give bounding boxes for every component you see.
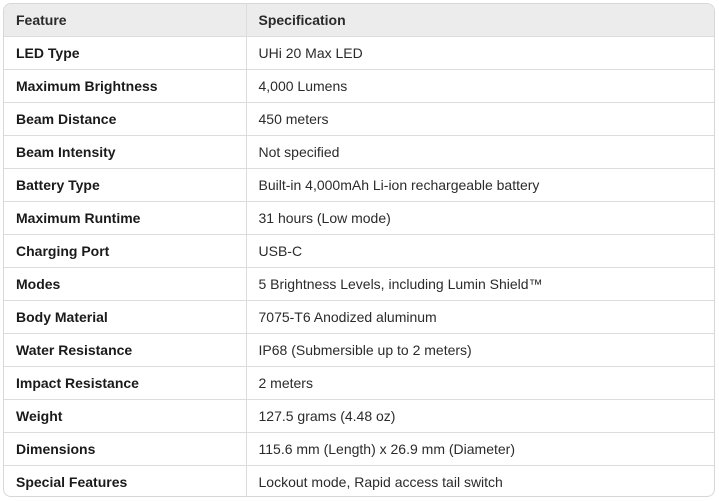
- feature-cell: Special Features: [16, 474, 128, 490]
- feature-cell: Charging Port: [4, 235, 246, 268]
- table-row: [4, 400, 714, 433]
- feature-cell: Weight: [4, 400, 246, 433]
- table-row: [4, 466, 714, 498]
- feature-cell: LED Type: [4, 37, 246, 70]
- table-row: [4, 202, 714, 235]
- table-row: [4, 268, 714, 301]
- table-row: [4, 334, 714, 367]
- feature-cell: Maximum Runtime: [4, 202, 246, 235]
- spec-cell: IP68 (Submersible up to 2 meters): [246, 334, 714, 367]
- feature-cell: Beam Distance: [4, 103, 246, 136]
- table-body: [4, 37, 714, 498]
- feature-cell: Maximum Brightness: [4, 70, 246, 103]
- header-row: [4, 4, 714, 37]
- feature-cell: Impact Resistance: [4, 367, 246, 400]
- spec-cell: Built-in 4,000mAh Li-ion rechargeable battery: [246, 169, 714, 202]
- spec-cell: 4,000 Lumens: [246, 70, 714, 103]
- spec-cell: 115.6 mm (Length) x 26.9 mm (Diameter): [246, 433, 714, 466]
- spec-cell: Not specified: [246, 136, 714, 169]
- feature-cell: Body Material: [4, 301, 246, 334]
- table-row: [4, 103, 714, 136]
- feature-cell: Modes: [4, 268, 246, 301]
- spec-cell: 7075-T6 Anodized aluminum: [246, 301, 714, 334]
- spec-cell: 2 meters: [246, 367, 714, 400]
- feature-cell: Battery Type: [4, 169, 246, 202]
- column-header-specification: Specification: [246, 4, 714, 37]
- feature-cell: Dimensions: [4, 433, 246, 466]
- spec-cell: 5 Brightness Levels, including Lumin Shield™: [246, 268, 714, 301]
- spec-cell: 450 meters: [246, 103, 714, 136]
- spec-table: [4, 4, 714, 497]
- spec-table-container: [3, 3, 715, 497]
- table-row: [4, 136, 714, 169]
- spec-cell: Lockout mode, Rapid access tail switch: [246, 466, 714, 498]
- column-header-feature: Feature: [4, 4, 246, 37]
- spec-cell: UHi 20 Max LED: [246, 37, 714, 70]
- table-row: [4, 70, 714, 103]
- feature-cell: Beam Intensity: [4, 136, 246, 169]
- table-row: [4, 433, 714, 466]
- table-row: [4, 235, 714, 268]
- spec-cell: USB-C: [246, 235, 714, 268]
- table-row: [4, 169, 714, 202]
- feature-cell: Water Resistance: [4, 334, 246, 367]
- table-row: [4, 37, 714, 70]
- table-row: [4, 367, 714, 400]
- spec-cell: 127.5 grams (4.48 oz): [246, 400, 714, 433]
- spec-cell: 31 hours (Low mode): [246, 202, 714, 235]
- table-header: [4, 4, 714, 37]
- table-row: [4, 301, 714, 334]
